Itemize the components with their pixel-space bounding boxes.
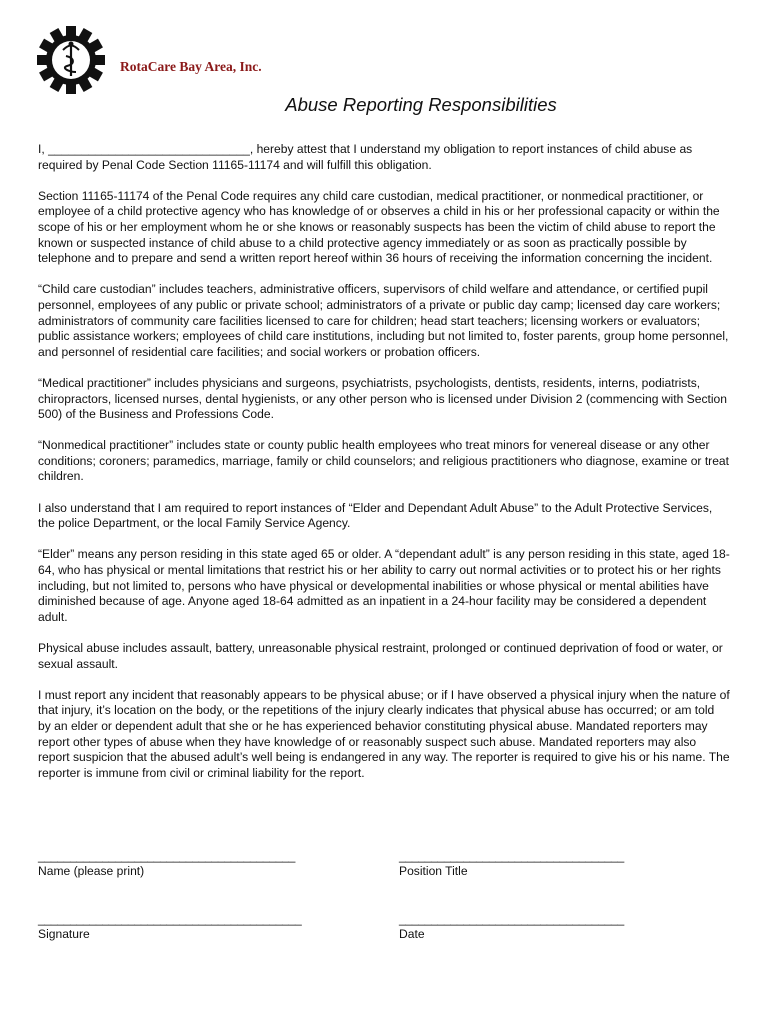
- signature-line: _________________________________________: [38, 912, 302, 926]
- page-title: Abuse Reporting Responsibilities: [285, 94, 557, 115]
- medical-practitioner-paragraph: “Medical practitioner” includes physicians and surgeons, psychiatrists, psychologists, dentists, residents, interns, podiatrists, chiropractors, licensed nurses, dental hygienists, or any other person who is licensed under Division 2 (commencing with Section 500) of the Business and Professions Code.: [38, 375, 728, 422]
- name-label: Name (please print): [38, 864, 145, 878]
- signature-label: Signature: [38, 927, 90, 941]
- elder-abuse-paragraph: I also understand that I am required to report instances of “Elder and Dependant Adult Abuse” to the Adult Protective Services, the police Department, or the local Family Service Agency.: [38, 500, 713, 531]
- position-field[interactable]: [399, 849, 624, 879]
- position-signature-line: ___________________________________: [399, 849, 624, 863]
- elder-definition-paragraph: “Elder” means any person residing in this state aged 65 or older. A “dependant adult” is any person residing in this state, aged 18-64, who has physical or mental limitations that restrict his or her ability to carry out normal activities or to protect his or her rights including, but not limited to, persons who have physical or developmental inabilities or whose physical or mental abilities have diminished because of age. Anyone aged 18-64 admitted as an inpatient in a 24-hour facility may be considered a dependent adult.: [38, 547, 730, 624]
- name-signature-line: ________________________________________: [38, 849, 296, 863]
- child-care-custodian-paragraph: “Child care custodian” includes teachers, administrative officers, supervisors of child welfare and attendance, or certified pupil personnel, employees of any public or private school; administrators of a private or public day camp; licensed day care workers; administrators of community care facilities licensed to care for children; head start teachers; licensing workers or evaluators; public assistance workers; employees of child care institutions, including but not limited to, foster parents, group home personnel, and personnel of residential care facilities; and social workers or probation officers.: [38, 282, 729, 359]
- date-label: Date: [399, 927, 425, 941]
- penal-code-paragraph: Section 11165-11174 of the Penal Code requires any child care custodian, medical practitioner, or nonmedical practitioner, or employee of a child protective agency who has knowledge of or observes a child in his or her professional capacity or within the scope of his or her employment whom he or she knows or reasonably suspects has been the victim of child abuse to report the known or suspected instance of child abuse to a child protective agency immediately or as soon as practically possible by telephone and to prepare and send a written report hereof within 36 hours of receiving the information concerning the incident.: [38, 188, 720, 266]
- reporting-duty-paragraph: I must report any incident that reasonably appears to be physical abuse; or if I have observed a physical injury when the nature of that injury, it’s location on the body, or the repetitions of the injury clearly indicates that physical abuse has occurred; or am told by an elder or dependent adult that she or he has experienced behavior constituting physical abuse. Mandated reporters may report other types of abuse when they have knowledge of or reasonably suspect such abuse. Mandated reporters may also report suspicion that the abused adult’s well being is endangered in any way. The reporter is required to give his or his name. The reporter is immune from civil or criminal liability for the report.: [38, 687, 730, 780]
- physical-abuse-paragraph: Physical abuse includes assault, battery, unreasonable physical restraint, prolonged or continued deprivation of food or water, or sexual assault.: [38, 641, 723, 671]
- date-signature-line: ___________________________________: [399, 912, 624, 926]
- name-field[interactable]: [38, 849, 295, 879]
- signature-field[interactable]: [38, 912, 301, 942]
- organization-name: RotaCare Bay Area, Inc.: [120, 59, 262, 74]
- rotacare-logo-icon: [37, 24, 105, 96]
- attestation-paragraph: I, ______________________________, hereby attest that I understand my obligation to report instances of child abuse as required by Penal Code Section 11165-11174 and will fulfill this obligation.: [38, 142, 693, 172]
- date-field[interactable]: [399, 912, 624, 942]
- position-label: Position Title: [399, 864, 468, 878]
- nonmedical-practitioner-paragraph: “Nonmedical practitioner” includes state or county public health employees who treat minors for venereal disease or any other conditions; coroners; paramedics, marriage, family or child counselors; and religious practitioners who diagnose, examine or treat children.: [38, 438, 730, 484]
- document-body: [38, 142, 730, 797]
